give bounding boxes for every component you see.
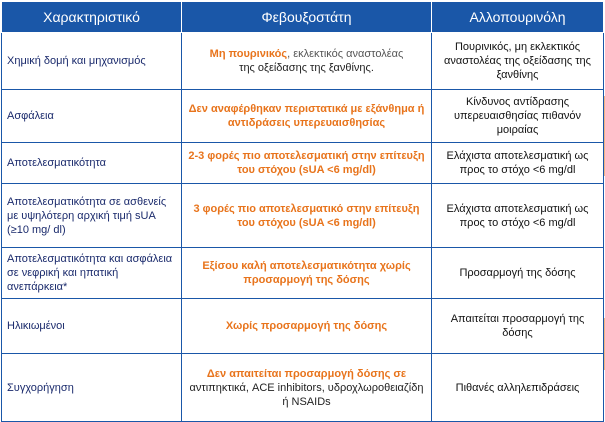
febuxostat-cell: 2-3 φορές πιο αποτελεσματική στην επίτευξη του στόχου (sUA <6 mg/dl)	[182, 143, 432, 184]
allopurinol-cell: Πουρινικός, μη εκλεκτικός αναστολέας της οξείδασης της ξανθίνης	[432, 33, 604, 90]
febuxostat-cell: Δεν αναφέρθηκαν περιστατικά με εξάνθημα ή αντιδράσεις υπερευαισθησίας	[182, 90, 432, 143]
table-row	[2, 33, 604, 90]
febuxostat-text: , εκλεκτικός αναστολέας	[287, 48, 404, 60]
febuxostat-cell	[182, 33, 432, 90]
header-feature: Χαρακτηριστικό	[2, 2, 182, 33]
allopurinol-cell: Ελάχιστα αποτελεσματική ως προς το στόχο <6 mg/dl	[432, 143, 604, 184]
comparison-table	[1, 1, 604, 422]
febuxostat-text-highlight: Δεν απαιτείται προσαρμογή δόσης σε	[206, 367, 407, 380]
allopurinol-cell: Πιθανές αλληλεπιδράσεις	[432, 354, 604, 422]
feature-cell: Ηλικιωμένοι	[2, 299, 182, 354]
febuxostat-cell: Χωρίς προσαρμογή της δόσης	[182, 299, 432, 354]
table-row	[2, 354, 604, 422]
table-row	[2, 90, 604, 143]
table-row	[2, 248, 604, 299]
allopurinol-cell: Προσαρμογή της δόσης	[432, 248, 604, 299]
feature-cell: Αποτελεσματικότητα και ασφάλεια σε νεφρική και ηπατική ανεπάρκεια*	[2, 248, 182, 299]
header-row	[2, 2, 604, 33]
feature-cell: Ασφάλεια	[2, 90, 182, 143]
allopurinol-cell: Κίνδυνος αντίδρασης υπερευαισθησίας πιθανόν μοιραίας	[432, 90, 604, 143]
feature-cell: Χημική δομή και μηχανισμός	[2, 33, 182, 90]
febuxostat-cell: 3 φορές πιο αποτελεσματικό στην επίτευξη του στόχου (sUA <6 mg/dl)	[182, 184, 432, 248]
header-febuxostat: Φεβουξοστάτη	[182, 2, 432, 33]
feature-cell: Αποτελεσματικότητα	[2, 143, 182, 184]
table-row	[2, 299, 604, 354]
febuxostat-text: αντιπηκτικά, ACE inhibitors, υδροχλωροθειαζίδη ή NSAIDs	[189, 381, 424, 408]
feature-cell: Συγχορήγηση	[2, 354, 182, 422]
header-allopurinol: Αλλοπουρινόλη	[432, 2, 604, 33]
febuxostat-text: της οξείδασης της ξανθίνης.	[239, 62, 374, 74]
febuxostat-cell	[182, 354, 432, 422]
allopurinol-cell: Ελάχιστα αποτελεσματική ως προς το στόχο <6 mg/dl	[432, 184, 604, 248]
table-row	[2, 184, 604, 248]
febuxostat-text-highlight: Μη πουρινικός	[209, 48, 288, 60]
febuxostat-cell: Εξίσου καλή αποτελεσματικότητα χωρίς προσαρμογή της δόσης	[182, 248, 432, 299]
table-row	[2, 143, 604, 184]
allopurinol-cell: Απαιτείται προσαρμογή της δόσης	[432, 299, 604, 354]
feature-cell: Αποτελεσματικότητα σε ασθενείς με υψηλότερη αρχική τιμή sUA (≥10 mg/ dl)	[2, 184, 182, 248]
